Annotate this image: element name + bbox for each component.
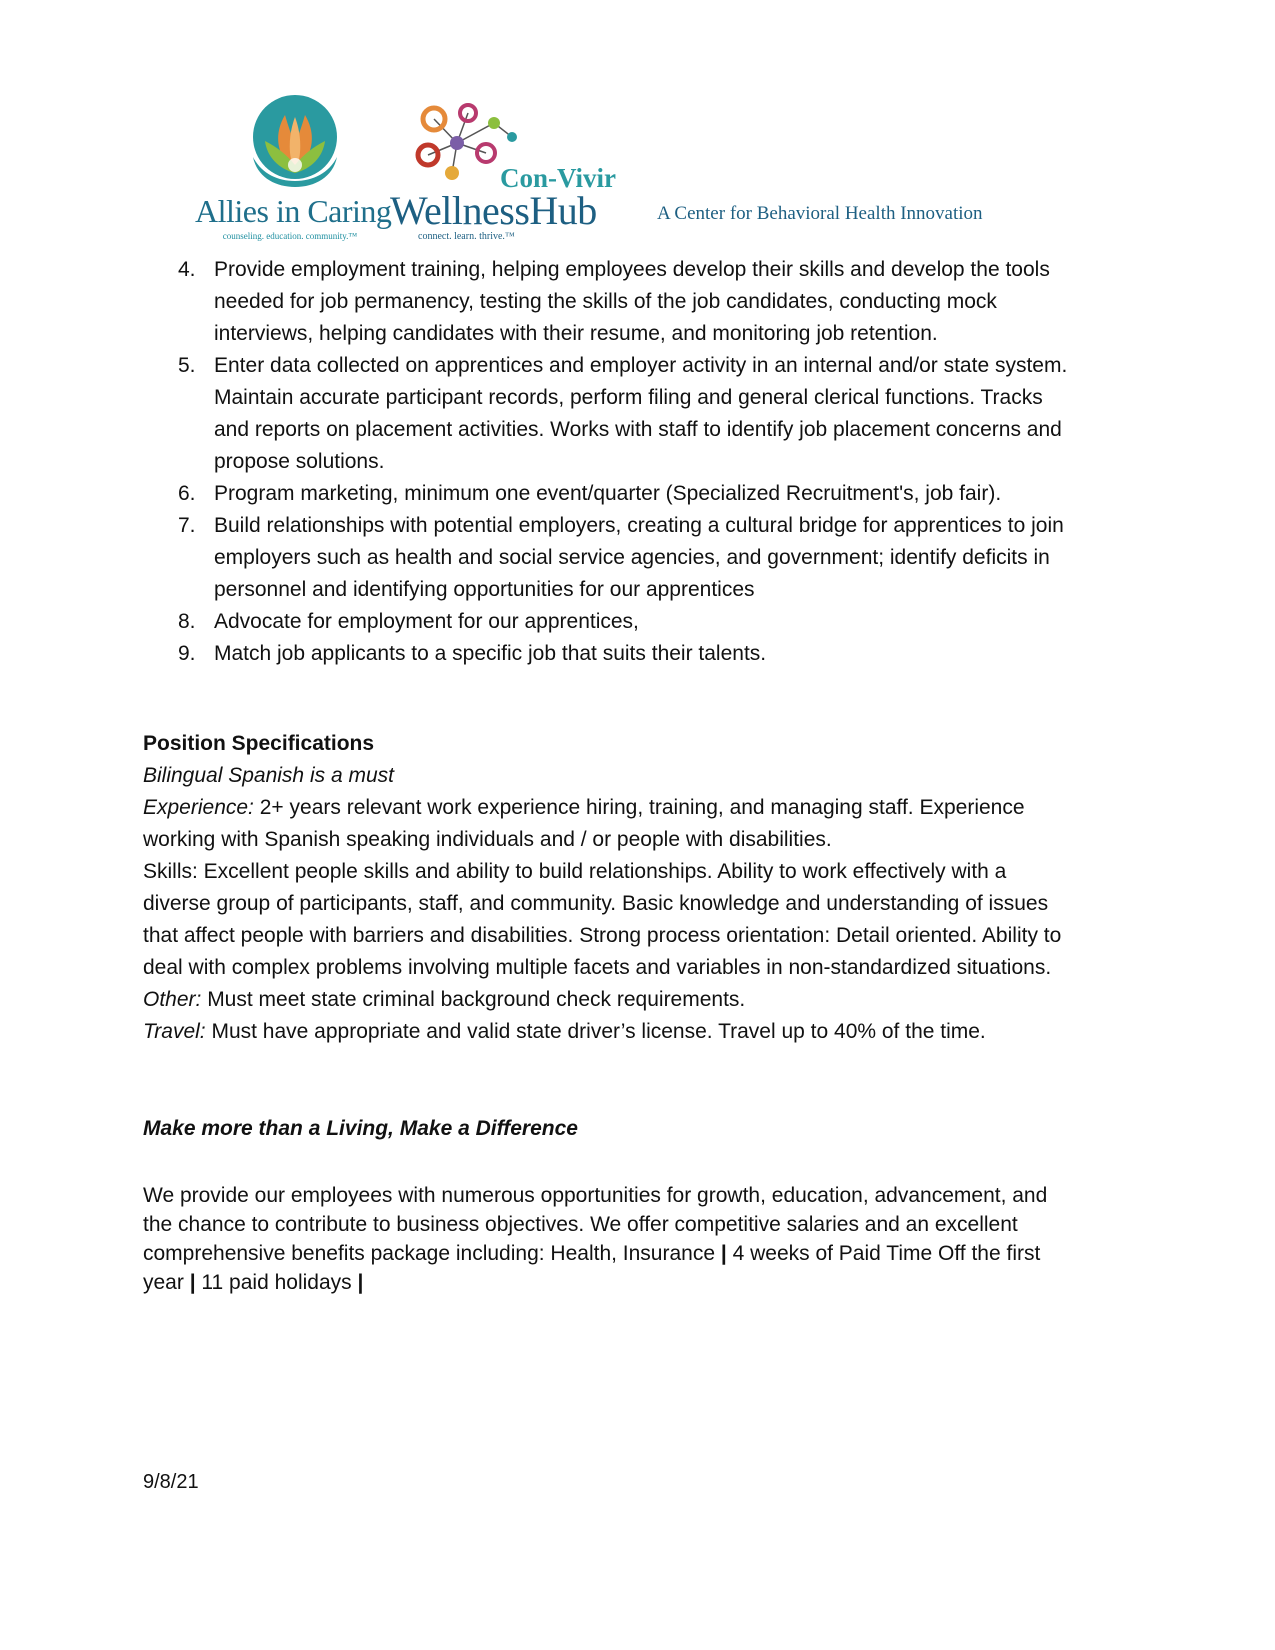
- list-text: Enter data collected on apprentices and employer activity in an internal and/or state system. Maintain accurate participant records, perform filing and general clerical functions. Tracks and reports on placement activities. Works with staff to identify job placement concerns and propose solutions.: [214, 354, 1068, 473]
- experience-paragraph: [143, 792, 1073, 856]
- allies-in-caring-name: Allies in Caring: [195, 193, 392, 229]
- con-vivir-wellness-hub-logo: [390, 95, 630, 245]
- benefits-pto: 4 weeks of Paid Time Off the first year: [143, 1242, 1041, 1294]
- list-item: [170, 510, 1070, 606]
- letterhead: [195, 95, 995, 245]
- duties-list: [170, 254, 1070, 670]
- lotus-hands-icon: [195, 95, 385, 195]
- wellness-hub-label: WellnessHub: [390, 188, 597, 233]
- bilingual-requirement: Bilingual Spanish is a must: [143, 764, 394, 787]
- section-heading: Position Specifications: [143, 732, 375, 755]
- separator: |: [720, 1242, 727, 1265]
- list-item: [170, 606, 1070, 638]
- list-number: 7.: [178, 514, 196, 537]
- other-paragraph: [143, 984, 1073, 1016]
- allies-in-caring-logo: [195, 95, 392, 245]
- list-text: Program marketing, minimum one event/quarter (Specialized Recruitment's, job fair).: [214, 482, 1002, 505]
- list-item: [170, 478, 1070, 510]
- list-item: [170, 254, 1070, 350]
- travel-text: Must have appropriate and valid state driver’s license. Travel up to 40% of the time.: [205, 1020, 986, 1043]
- benefits-intro: We provide our employees with numerous opportunities for growth, education, advancement, and the chance to contribute to business objectives. We offer competitive salaries and an excellent comprehensive benefits package including: Health, Insurance: [143, 1184, 1048, 1265]
- list-text: Build relationships with potential employers, creating a cultural bridge for apprentices to join employers such as health and social service agencies, and government; identify deficits in personnel and identifying opportunities for our apprentices: [214, 514, 1064, 601]
- list-text: Match job applicants to a specific job that suits their talents.: [214, 642, 767, 665]
- travel-label: Travel:: [143, 1020, 206, 1043]
- separator: |: [357, 1271, 364, 1294]
- benefits-holidays: 11 paid holidays: [195, 1271, 358, 1294]
- list-text: Advocate for employment for our apprentices,: [214, 610, 639, 633]
- experience-label: Experience:: [143, 796, 254, 819]
- wellness-hub-tagline: connect. learn. thrive.™: [418, 231, 515, 242]
- position-specifications: [143, 728, 1073, 1048]
- experience-text: 2+ years relevant work experience hiring, training, and managing staff. Experience working with Spanish speaking individuals and / or people with disabilities.: [143, 796, 1025, 851]
- con-vivir-label: Con-Vivir: [500, 163, 616, 193]
- list-item: [170, 350, 1070, 478]
- center-tagline: A Center for Behavioral Health Innovation: [657, 203, 983, 224]
- other-text: Must meet state criminal background check requirements.: [201, 988, 746, 1011]
- list-number: 9.: [178, 642, 196, 665]
- skills-paragraph: Skills: Excellent people skills and ability to build relationships. Ability to work effectively with a diverse group of participants, staff, and community. Basic knowledge and understanding of issues that affect people with barriers and disabilities. Strong process orientation: Detail oriented. Ability to deal with complex problems involving multiple facets and variables in non-standardized situations.: [143, 860, 1062, 979]
- slogan: Make more than a Living, Make a Difference: [143, 1117, 578, 1140]
- travel-paragraph: [143, 1016, 1073, 1048]
- other-label: Other:: [143, 988, 202, 1011]
- list-number: 6.: [178, 482, 196, 505]
- list-number: 5.: [178, 354, 196, 377]
- benefits-paragraph: [143, 1181, 1078, 1297]
- separator: |: [189, 1271, 196, 1294]
- list-number: 8.: [178, 610, 196, 633]
- list-item: [170, 638, 1070, 670]
- list-text: Provide employment training, helping employees develop their skills and develop the tools needed for job permanency, testing the skills of the job candidates, conducting mock interviews, helping candidates with their resume, and monitoring job retention.: [214, 258, 1050, 345]
- list-number: 4.: [178, 258, 196, 281]
- footer-date: 9/8/21: [143, 1471, 199, 1493]
- allies-in-caring-tagline: counseling. education. community.™: [222, 231, 358, 241]
